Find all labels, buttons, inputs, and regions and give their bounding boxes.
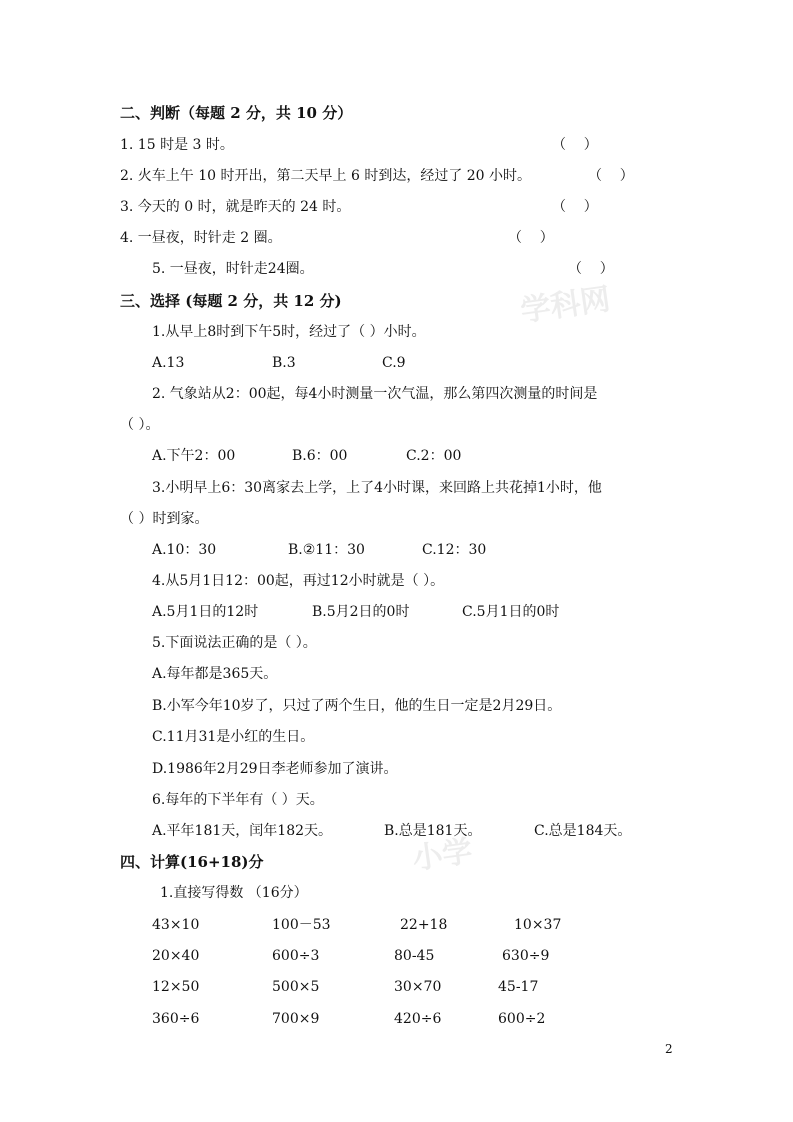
judgement-item-5: 5. 一昼夜，时针走24圈。	[152, 261, 314, 277]
answer-blank: （ ）	[508, 230, 554, 246]
calc-expression: 10×37	[514, 917, 562, 933]
calc-expression: 360÷6	[152, 1011, 200, 1027]
calc-expression: 30×70	[394, 979, 442, 995]
answer-blank: （ ）	[552, 137, 598, 153]
choice-q3-stem: 3.小明早上6：30离家去上学，上了4小时课，来回路上共花掉1小时，他	[152, 480, 602, 496]
calculation-subtitle: 1.直接写得数 （16分）	[160, 885, 308, 901]
section-title-judgement: 二、判断（每题 2 分，共 10 分）	[120, 104, 353, 122]
answer-blank: （ ）	[568, 261, 614, 277]
choice-q3-continuation: （ ）时到家。	[120, 511, 209, 527]
judgement-item-3: 3. 今天的 0 时，就是昨天的 24 时。	[120, 199, 351, 215]
choice-q4-stem: 4.从5月1日12：00起，再过12小时就是（ ）。	[152, 573, 445, 589]
page-number: 2	[665, 1042, 673, 1056]
choice-option: B.5月2日的0时	[312, 604, 410, 620]
choice-option: C.2：00	[406, 448, 462, 464]
judgement-item-1: 1. 15 时是 3 时。	[120, 137, 234, 153]
calc-expression: 600÷2	[498, 1011, 546, 1027]
choice-option: A.每年都是365天。	[152, 666, 278, 682]
section-title-choice: 三、选择 (每题 2 分，共 12 分)	[120, 292, 342, 310]
calc-expression: 22+18	[400, 917, 448, 933]
judgement-item-2: 2. 火车上午 10 时开出，第二天早上 6 时到达，经过了 20 小时。	[120, 168, 532, 184]
choice-option: A.10：30	[152, 542, 217, 558]
calc-expression: 45-17	[498, 979, 539, 995]
choice-option: C.11月31是小红的生日。	[152, 729, 315, 745]
calc-expression: 12×50	[152, 979, 200, 995]
calc-expression: 100－53	[272, 917, 331, 933]
choice-q2-continuation: （ ）。	[120, 417, 160, 433]
calc-expression: 600÷3	[272, 948, 320, 964]
calc-expression: 43×10	[152, 917, 200, 933]
choice-option: A.13	[152, 355, 185, 371]
watermark-fragment: 小学	[410, 833, 475, 877]
calc-expression: 630÷9	[502, 948, 550, 964]
calc-expression: 420÷6	[394, 1011, 442, 1027]
choice-option: B.小军今年10岁了，只过了两个生日，他的生日一定是2月29日。	[152, 698, 562, 714]
choice-option: B.总是181天。	[384, 823, 482, 839]
answer-blank: （ ）	[552, 199, 598, 215]
section-title-calculation: 四、计算(16+18)分	[120, 853, 264, 871]
choice-option: B.②11：30	[288, 542, 365, 558]
judgement-item-4: 4. 一昼夜，时针走 2 圈。	[120, 230, 282, 246]
choice-q6-stem: 6.每年的下半年有（ ）天。	[152, 792, 324, 808]
choice-q2-stem: 2. 气象站从2：00起，每4小时测量一次气温，那么第四次测量的时间是	[152, 386, 598, 402]
choice-q1-stem: 1.从早上8时到下午5时，经过了（ ）小时。	[152, 324, 426, 340]
choice-option: C.9	[382, 355, 406, 371]
choice-option: B.6：00	[292, 448, 348, 464]
calc-expression: 80-45	[394, 948, 435, 964]
choice-option: C.5月1日的0时	[462, 604, 560, 620]
choice-option: C.12：30	[422, 542, 487, 558]
watermark-fragment: 学科网	[518, 281, 613, 330]
choice-option: A.平年181天，闰年182天。	[152, 823, 333, 839]
calc-expression: 700×9	[272, 1011, 320, 1027]
calc-expression: 20×40	[152, 948, 200, 964]
choice-option: A.5月1日的12时	[152, 604, 259, 620]
choice-option: D.1986年2月29日李老师参加了演讲。	[152, 761, 398, 777]
choice-option: B.3	[272, 355, 296, 371]
choice-q5-stem: 5.下面说法正确的是（ ）。	[152, 635, 317, 651]
calc-expression: 500×5	[272, 979, 320, 995]
choice-option: A.下午2：00	[152, 448, 236, 464]
answer-blank: （ ）	[588, 168, 634, 184]
choice-option: C.总是184天。	[534, 823, 632, 839]
